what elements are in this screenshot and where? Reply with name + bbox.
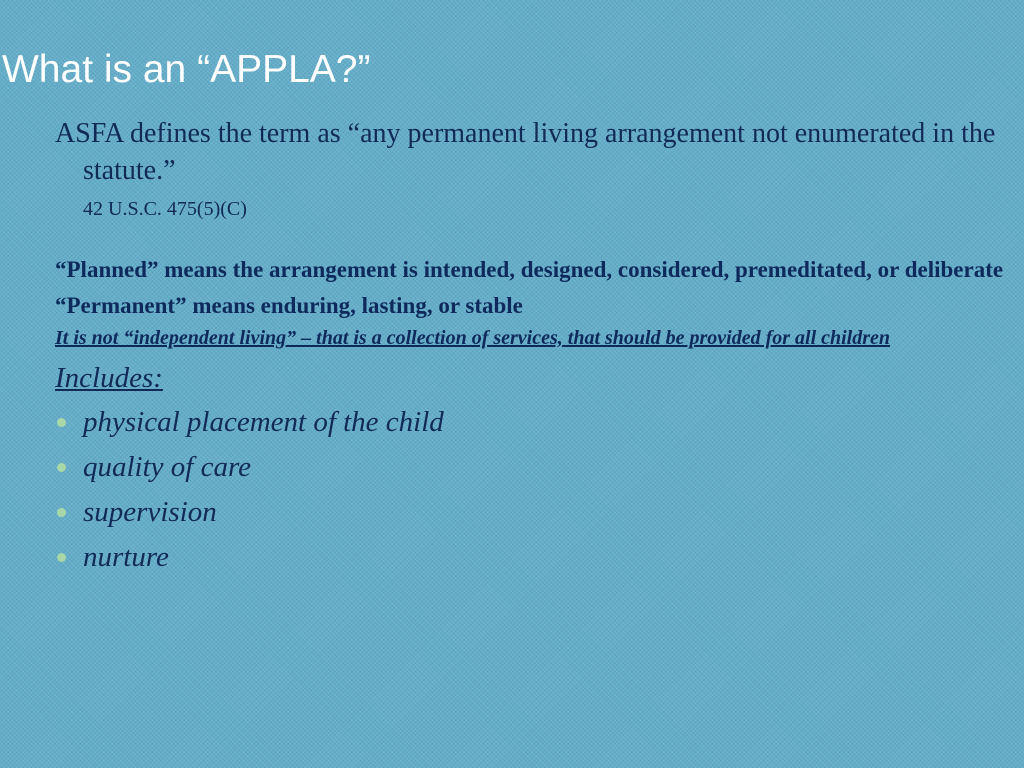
planned-definition: “Planned” means the arrangement is intended, designed, considered, premeditated, or deliberate bbox=[55, 257, 1004, 282]
bullet-dot-icon bbox=[57, 463, 66, 472]
independent-living-note: It is not “independent living” – that is a collection of services, that should be provided for all children bbox=[55, 327, 891, 349]
includes-item-label: quality of care bbox=[83, 451, 252, 483]
slide-title: What is an “APPLA?” bbox=[2, 48, 371, 91]
includes-item-placement bbox=[55, 404, 1010, 440]
slide-body bbox=[55, 115, 1010, 584]
bullet-dot-icon bbox=[57, 553, 66, 562]
includes-item-label: nurture bbox=[83, 541, 169, 573]
includes-item-label: supervision bbox=[83, 496, 217, 528]
includes-label: Includes: bbox=[55, 362, 163, 394]
permanent-definition: “Permanent” means enduring, lasting, or stable bbox=[55, 293, 523, 318]
includes-item-label: physical placement of the child bbox=[83, 406, 444, 438]
bullet-dot-icon bbox=[57, 508, 66, 517]
includes-list bbox=[55, 404, 1010, 575]
bullet-dot-icon bbox=[57, 418, 66, 427]
includes-item-supervision bbox=[55, 494, 1010, 530]
asfa-definition: ASFA defines the term as “any permanent living arrangement not enumerated in the statute.” bbox=[55, 118, 996, 186]
includes-item-nurture bbox=[55, 539, 1010, 575]
includes-item-quality-of-care bbox=[55, 449, 1010, 485]
statute-citation: 42 U.S.C. 475(5)(C) bbox=[83, 198, 247, 220]
